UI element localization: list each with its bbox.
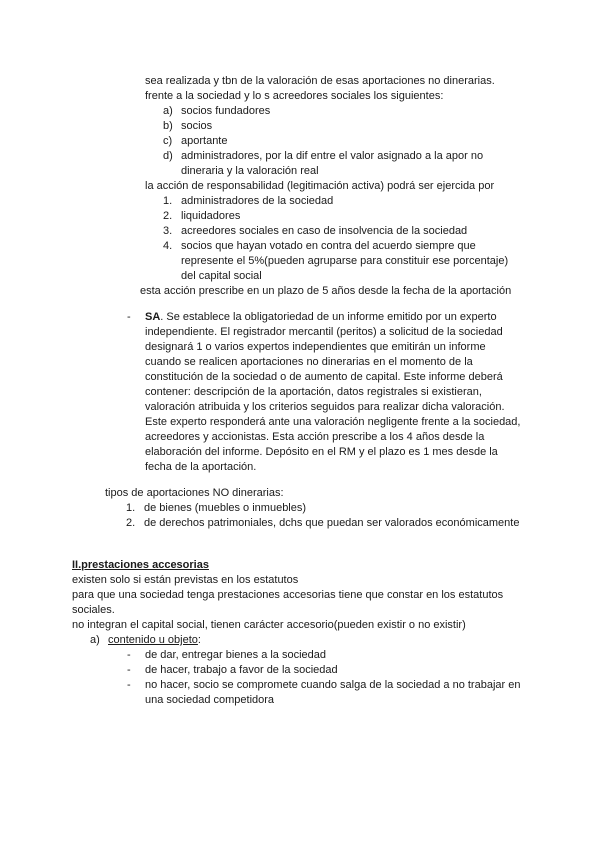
list-item: de hacer, trabajo a favor de la sociedad (145, 664, 338, 676)
list-item: administradores de la sociedad (181, 195, 334, 207)
tipos-title: tipos de aportaciones NO dinerarias: (105, 487, 284, 499)
bullet-dash: - (127, 664, 131, 676)
list-item: aportante (181, 135, 228, 147)
list-marker: 4. (163, 240, 173, 252)
list-marker: 3. (163, 225, 173, 237)
list-marker: 2. (163, 210, 173, 222)
list-marker: b) (163, 120, 173, 132)
subsection-label (108, 633, 201, 648)
sa-first-line (145, 310, 497, 325)
list-item-continuation: dineraria y la valoración real (181, 165, 319, 177)
paragraph-line: sociales. (72, 604, 115, 616)
paragraph-line: designará 1 o varios expertos independientes que emitirán un informe (145, 341, 486, 353)
paragraph-line: existen solo si están previstas en los estatutos (72, 574, 299, 586)
prescription-note: esta acción prescribe en un plazo de 5 años desde la fecha de la aportación (140, 285, 512, 297)
intro-line-1: sea realizada y tbn de la valoración de esas aportaciones no dinerarias. (145, 75, 495, 87)
subsection-title: contenido u objeto (108, 634, 198, 646)
list-marker: a) (163, 105, 173, 117)
list-marker: 2. (126, 517, 136, 529)
list-item-continuation: una sociedad competidora (145, 694, 275, 706)
list-item-continuation: del capital social (181, 270, 262, 282)
list-item: socios fundadores (181, 105, 271, 117)
paragraph-line: fecha de la aportación. (145, 461, 257, 473)
list-marker: 1. (126, 502, 136, 514)
subsection-colon: : (197, 634, 201, 646)
intro-line-2: frente a la sociedad y lo s acreedores sociales los siguientes: (145, 90, 444, 102)
list-marker: 1. (163, 195, 173, 207)
list-item: administradores, por la dif entre el valor asignado a la apor no (181, 150, 484, 162)
list-item: liquidadores (181, 210, 241, 222)
sa-first-text: . Se establece la obligatoriedad de un informe emitido por un experto (160, 311, 497, 323)
sa-label: SA (145, 311, 161, 323)
list-item: de derechos patrimoniales, dchs que puedan ser valorados económicamente (144, 517, 520, 529)
list-marker: c) (163, 135, 173, 147)
list-item: socios (181, 120, 213, 132)
paragraph-line: para que una sociedad tenga prestaciones accesorias tiene que constar en los estatutos (72, 589, 504, 601)
paragraph-line: no integran el capital social, tienen carácter accesorio(pueden existir o no existir) (72, 619, 466, 631)
paragraph-line: Este experto responderá ante una valoración negligente frente a la sociedad, (145, 416, 521, 428)
section-heading: II.prestaciones accesorias (72, 559, 209, 571)
list-item: de dar, entregar bienes a la sociedad (145, 649, 327, 661)
bullet-dash: - (127, 311, 131, 323)
list-item-continuation: represente el 5%(pueden agruparse para constituir ese porcentaje) (181, 255, 509, 267)
paragraph-line: elaboración del informe. Depósito en el RM y el plazo es 1 mes desde la (145, 446, 498, 458)
paragraph-line: acreedores y accionistas. Esta acción prescribe a los 4 años desde la (145, 431, 485, 443)
list-marker: d) (163, 150, 173, 162)
list-marker: a) (90, 634, 100, 646)
bullet-dash: - (127, 649, 131, 661)
paragraph-line: cuando se realicen aportaciones no dinerarias en el momento de la (145, 356, 473, 368)
paragraph-line: constitución de la sociedad o de aumento de capital. Este informe deberá (145, 371, 503, 383)
list-item: de bienes (muebles o inmuebles) (144, 502, 307, 514)
list-item: no hacer, socio se compromete cuando salga de la sociedad a no trabajar en (145, 679, 521, 691)
bullet-dash: - (127, 679, 131, 691)
action-intro: la acción de responsabilidad (legitimación activa) podrá ser ejercida por (145, 180, 495, 192)
list-item: acreedores sociales en caso de insolvencia de la sociedad (181, 225, 468, 237)
paragraph-line: valoración atribuida y los criterios seguidos para realizar dicha valoración. (145, 401, 505, 413)
list-item: socios que hayan votado en contra del acuerdo siempre que (181, 240, 476, 252)
paragraph-line: independiente. El registrador mercantil (peritos) a solicitud de la sociedad (145, 326, 503, 338)
paragraph-line: contener: descripción de la aportación, datos registrales si existieran, (145, 386, 482, 398)
